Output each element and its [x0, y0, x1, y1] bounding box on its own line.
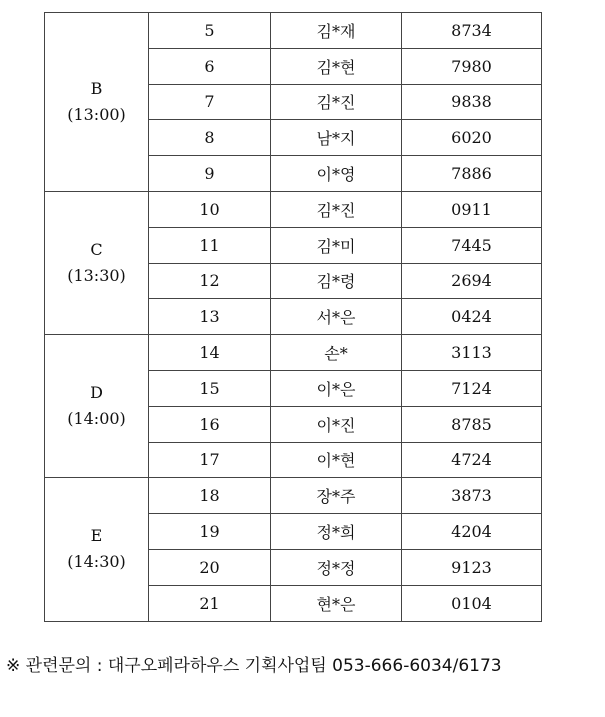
row-name: 손* — [271, 335, 402, 371]
row-name: 김*령 — [271, 263, 402, 299]
row-number: 15 — [149, 370, 271, 406]
row-name: 정*정 — [271, 549, 402, 585]
row-number: 17 — [149, 442, 271, 478]
row-name: 김*진 — [271, 191, 402, 227]
row-number: 18 — [149, 478, 271, 514]
row-number: 20 — [149, 549, 271, 585]
row-code: 3873 — [402, 478, 542, 514]
row-number: 9 — [149, 156, 271, 192]
row-name: 김*재 — [271, 13, 402, 49]
row-name: 김*진 — [271, 84, 402, 120]
row-code: 3113 — [402, 335, 542, 371]
table-row — [45, 13, 542, 49]
contact-footer: ※ 관련문의 : 대구오페라하우스 기획사업팀 053-666-6034/6173 — [6, 656, 502, 676]
group-time: (13:00) — [67, 104, 126, 124]
row-number: 19 — [149, 514, 271, 550]
row-name: 현*은 — [271, 585, 402, 621]
row-name: 남*지 — [271, 120, 402, 156]
row-name: 장*주 — [271, 478, 402, 514]
row-name: 김*미 — [271, 227, 402, 263]
group-time: (14:00) — [67, 409, 126, 429]
row-code: 6020 — [402, 120, 542, 156]
row-code: 9838 — [402, 84, 542, 120]
row-name: 김*현 — [271, 48, 402, 84]
row-name: 이*영 — [271, 156, 402, 192]
row-number: 16 — [149, 406, 271, 442]
group-cell-e — [45, 478, 149, 621]
row-code: 8734 — [402, 13, 542, 49]
row-code: 0424 — [402, 299, 542, 335]
participant-schedule-table — [44, 12, 542, 622]
row-number: 21 — [149, 585, 271, 621]
row-code: 7124 — [402, 370, 542, 406]
row-number: 7 — [149, 84, 271, 120]
group-time: (13:30) — [67, 266, 126, 286]
row-number: 14 — [149, 335, 271, 371]
group-time: (14:30) — [67, 552, 126, 572]
group-letter: E — [90, 526, 103, 546]
group-letter: B — [90, 78, 103, 98]
schedule-table-body — [45, 13, 542, 622]
row-code: 7445 — [402, 227, 542, 263]
row-code: 0104 — [402, 585, 542, 621]
row-code: 4204 — [402, 514, 542, 550]
group-cell-d — [45, 335, 149, 478]
row-number: 10 — [149, 191, 271, 227]
row-code: 4724 — [402, 442, 542, 478]
row-number: 11 — [149, 227, 271, 263]
group-letter: D — [90, 383, 103, 403]
row-number: 5 — [149, 13, 271, 49]
group-letter: C — [90, 240, 103, 260]
row-code: 8785 — [402, 406, 542, 442]
table-row — [45, 191, 542, 227]
row-name: 이*진 — [271, 406, 402, 442]
group-cell-c — [45, 191, 149, 334]
row-number: 8 — [149, 120, 271, 156]
row-code: 2694 — [402, 263, 542, 299]
table-row — [45, 478, 542, 514]
table-row — [45, 335, 542, 371]
row-code: 0911 — [402, 191, 542, 227]
row-code: 9123 — [402, 549, 542, 585]
row-number: 12 — [149, 263, 271, 299]
row-name: 이*현 — [271, 442, 402, 478]
row-code: 7980 — [402, 48, 542, 84]
row-name: 서*은 — [271, 299, 402, 335]
group-cell-b — [45, 13, 149, 192]
row-name: 이*은 — [271, 370, 402, 406]
row-name: 정*희 — [271, 514, 402, 550]
row-code: 7886 — [402, 156, 542, 192]
row-number: 6 — [149, 48, 271, 84]
row-number: 13 — [149, 299, 271, 335]
